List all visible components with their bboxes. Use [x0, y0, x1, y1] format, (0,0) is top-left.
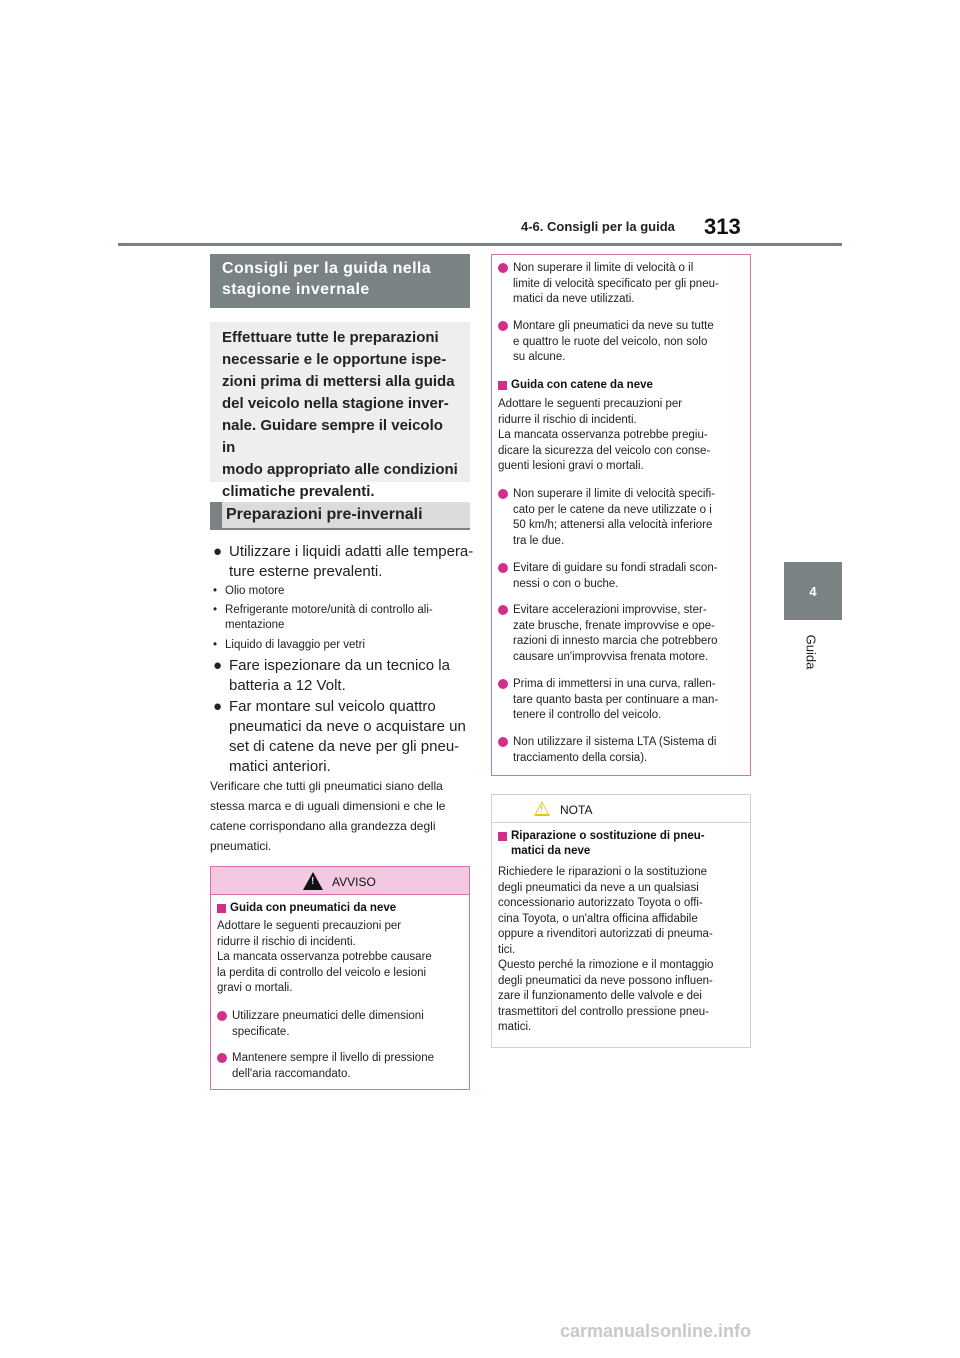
main-heading: Consigli per la guida nella stagione invernale: [210, 254, 470, 308]
page-number: 313: [704, 214, 741, 239]
bullet-item: ● Utilizzare i liquidi adatti alle tempera- ture esterne prevalenti.: [213, 543, 474, 580]
warning-bullet: Non superare il limite di velocità o il limite di velocità specificato per gli pneu- matici da neve utilizzati.: [498, 261, 748, 308]
sub-bullet-item: • Refrigerante motore/unità di controllo ali- mentazione: [213, 604, 433, 631]
intro-paragraph: Effettuare tutte le preparazioni necessarie e le opportune ispe- zioni prima di mettersi alla guida del veicolo nella stagione inver- nale. Guidare sempre il veicolo in modo appropriato alle condizioni climatiche prevalenti.: [210, 322, 470, 482]
warning-box-continued: [491, 254, 751, 776]
sub-bullet-item: • Olio motore: [213, 585, 285, 597]
note-label: NOTA: [560, 803, 593, 817]
round-bullet-icon: [498, 737, 508, 747]
section-title: 4-6. Consigli per la guida: [521, 219, 675, 234]
round-bullet-icon: [498, 679, 508, 689]
warning-paragraph: Adottare le seguenti precauzioni per ridurre il rischio di incidenti. La mancata osservanza potrebbe causare la perdita di controllo del veicolo e lesioni gravi o mortali.: [217, 920, 432, 994]
square-bullet-icon: [217, 904, 226, 913]
warning-bullet: Mantenere sempre il livello di pressione dell'aria raccomandato.: [217, 1051, 467, 1082]
note-subheading: Riparazione o sostituzione di pneu- matici da neve: [498, 829, 744, 859]
warning-subheading: Guida con pneumatici da neve: [217, 901, 463, 916]
warning-paragraph: Adottare le seguenti precauzioni per ridurre il rischio di incidenti. La mancata osservanza potrebbe pregiu- dicare la sicurezza del veicolo con conse- guenti lesioni gravi o mortali.: [498, 398, 711, 472]
round-bullet-icon: [498, 489, 508, 499]
warning-bullet: Evitare di guidare su fondi stradali scon- nessi o con o buche.: [498, 561, 748, 592]
note-box: [491, 794, 751, 1048]
warning-box: [210, 866, 470, 1090]
round-bullet-icon: [498, 321, 508, 331]
round-bullet-icon: [217, 1053, 227, 1063]
warning-header: [211, 867, 469, 895]
sub-bullet-item: • Liquido di lavaggio per vetri: [213, 639, 366, 651]
watermark: carmanualsonline.info: [560, 1321, 752, 1341]
warning-bullet: Non superare il limite di velocità specifi- cato per le catene da neve utilizzate o i 50 km/h; attenersi alla velocità inferiore tra le due.: [498, 487, 748, 549]
bullet-item: ● Far montare sul veicolo quattro pneumatici da neve o acquistare un set di catene da neve per gli pneu- matici anteriori.: [213, 698, 466, 775]
subheading: Preparazioni pre-invernali: [210, 502, 470, 530]
caution-icon: [534, 801, 550, 816]
body-paragraph: Verificare che tutti gli pneumatici siano della stessa marca e di uguali dimensioni e che le catene corrispondano alla grandezza degli pneumatici.: [210, 779, 446, 853]
warning-bullet: Utilizzare pneumatici delle dimensioni specificate.: [217, 1009, 467, 1040]
warning-label: AVVISO: [332, 875, 376, 889]
bullet-item: ● Fare ispezionare da un tecnico la batteria a 12 Volt.: [213, 657, 450, 694]
chapter-tab: 4: [784, 562, 842, 620]
note-paragraph: Richiedere le riparazioni o la sostituzione degli pneumatici da neve a un qualsiasi concessionario autorizzato Toyota o offi- cina Toyota, o un'altra officina affidabile oppure a rivenditori autorizzati di pneuma- tici. Questo perché la rimozione e il montaggio degli pneumatici da neve possono influen- zare il funzionamento delle valvole e dei trasmettitori del controllo pressione pneu- matici.: [498, 866, 714, 1033]
warning-subheading: Guida con catene da neve: [498, 378, 744, 393]
square-bullet-icon: [498, 381, 507, 390]
warning-bullet: Prima di immettersi in una curva, rallen- tare quanto basta per continuare a man- tenere il controllo del veicolo.: [498, 677, 748, 724]
header-rule: [118, 243, 842, 246]
round-bullet-icon: [498, 605, 508, 615]
round-bullet-icon: [498, 563, 508, 573]
square-bullet-icon: [498, 832, 507, 841]
note-header: [492, 795, 750, 823]
round-bullet-icon: [217, 1011, 227, 1021]
warning-icon: [303, 872, 323, 890]
chapter-label: Guida: [803, 634, 819, 670]
warning-bullet: Montare gli pneumatici da neve su tutte e quattro le ruote del veicolo, non solo su alcune.: [498, 319, 748, 366]
warning-bullet: Non utilizzare il sistema LTA (Sistema di tracciamento della corsia).: [498, 735, 748, 766]
warning-bullet: Evitare accelerazioni improvvise, ster- zate brusche, frenate improvvise e ope- razioni di innesto marcia che potrebbero causare un'improvvisa frenata motore.: [498, 603, 748, 665]
round-bullet-icon: [498, 263, 508, 273]
